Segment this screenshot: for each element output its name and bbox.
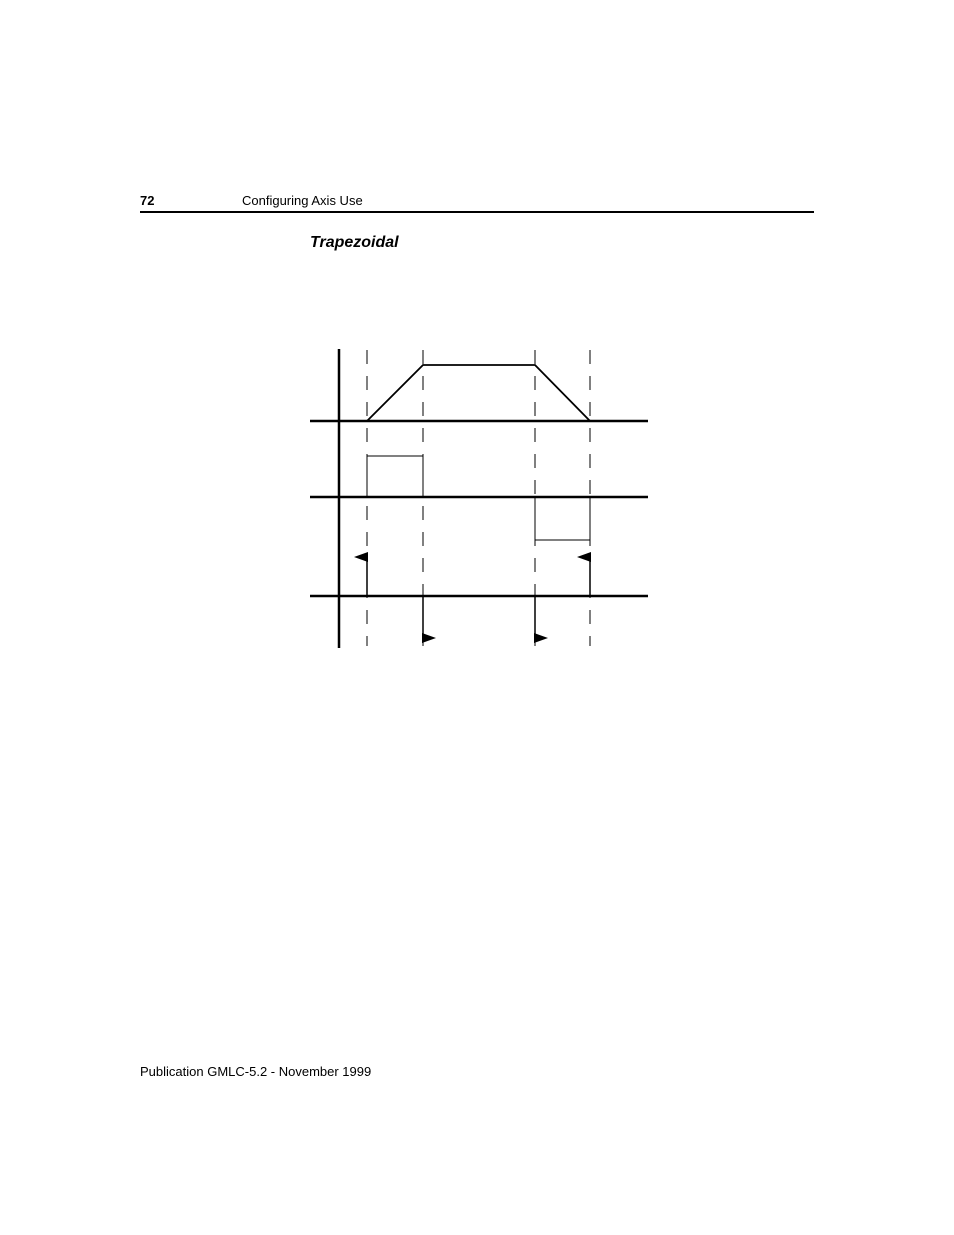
running-head-title: Configuring Axis Use (242, 193, 363, 208)
velocity-trapezoid (367, 365, 590, 421)
acceleration-negative-pulse (535, 497, 590, 540)
page-number: 72 (140, 193, 155, 208)
section-title: Trapezoidal (310, 234, 399, 251)
publication-footer: Publication GMLC-5.2 - November 1999 (140, 1064, 372, 1079)
acceleration-positive-pulse (367, 456, 423, 497)
